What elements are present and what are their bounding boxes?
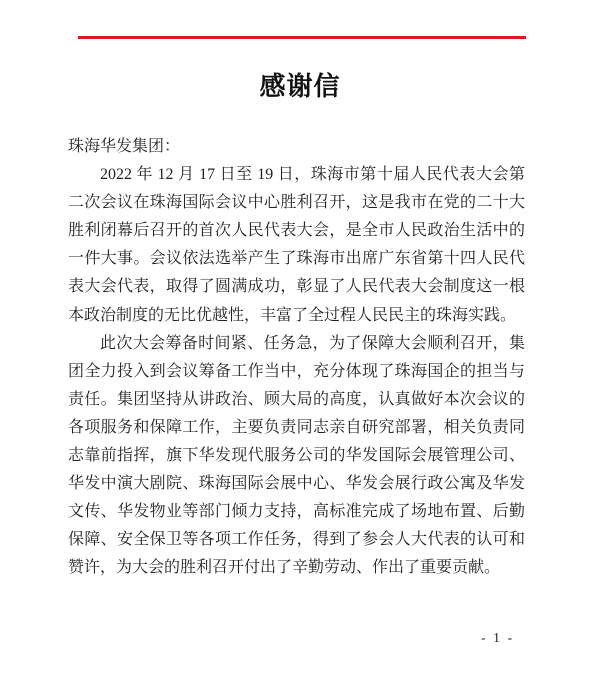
body-line: 团全力投入到会议筹备工作当中，充分体现了珠海国企的担当与: [68, 362, 525, 380]
body-line: 胜利闭幕后召开的首次人民代表大会，是全市人民政治生活中的: [68, 222, 525, 240]
page-number: - 1 -: [480, 631, 515, 646]
body-line: 本政治制度的无比优越性，丰富了全过程人民民主的珠海实践。: [68, 306, 517, 324]
body-line: 各项服务和保障工作，主要负责同志亲自研究部署，相关负责同: [68, 418, 525, 436]
body-line: 志靠前指挥，旗下华发现代服务公司的华发国际会展管理公司、: [68, 447, 525, 465]
body-line: 文传、华发物业等部门倾力支持，高标准完成了场地布置、后勤: [68, 503, 525, 521]
body-line: 一件大事。会议依法选举产生了珠海市出席广东省第十四人民代: [68, 250, 525, 268]
body-line: 表大会代表，取得了圆满成功，彰显了人民代表大会制度这一根: [68, 278, 525, 296]
body-line: 2022 年 12 月 17 日至 19 日，珠海市第十届人民代表大会第: [100, 166, 525, 184]
body-line: 此次大会筹备时间紧、任务急，为了保障大会顺利召开，集: [100, 334, 525, 352]
letterhead-rule: [78, 36, 526, 39]
body-line: 保障、安全保卫等各项工作任务，得到了参会人大代表的认可和: [68, 531, 525, 549]
body-line: 责任。集团坚持从讲政治、顾大局的高度，认真做好本次会议的: [68, 390, 525, 408]
salutation: 珠海华发集团：: [68, 138, 181, 155]
body-line: 赞许，为大会的胜利召开付出了辛勤劳动、作出了重要贡献。: [68, 559, 501, 577]
body-line: 华发中演大剧院、珠海国际会展中心、华发会展行政公寓及华发: [68, 475, 525, 493]
letter-body: [68, 133, 525, 583]
body-line: 二次会议在珠海国际会议中心胜利召开，这是我市在党的二十大: [68, 194, 525, 212]
page-title: 感谢信: [259, 72, 341, 101]
